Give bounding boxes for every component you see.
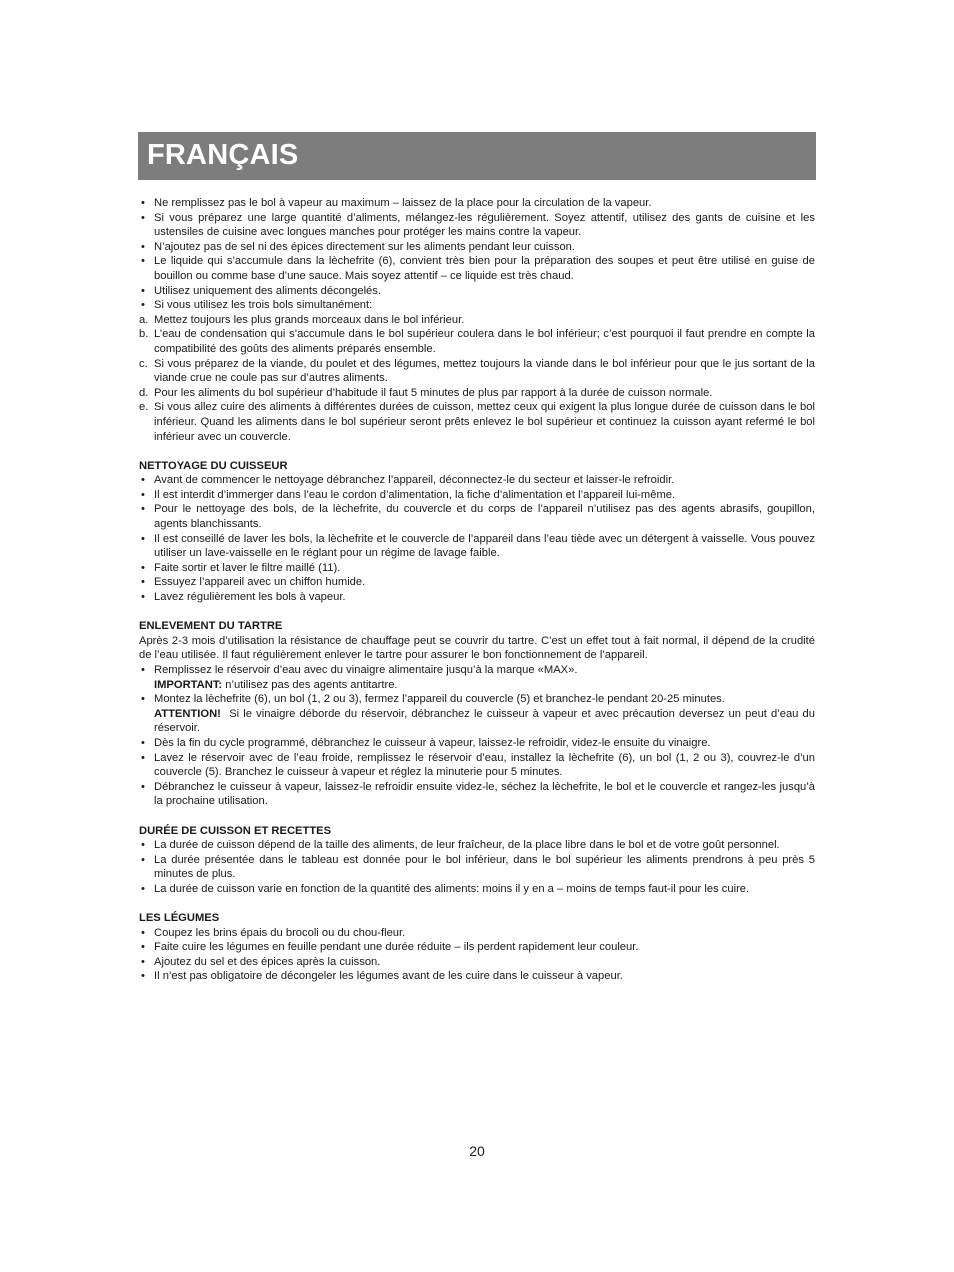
section-heading-descaling: ENLEVEMENT DU TARTRE bbox=[139, 620, 283, 633]
list-item: • La durée de cuisson dépend de la taille des aliments, de leur fraîcheur, de la place libre dans le bol et de votre goût personnel. bbox=[141, 839, 780, 852]
list-item: • Avant de commencer le nettoyage débranchez l’appareil, déconnectez-le du secteur et laisser-le refroidir. bbox=[141, 474, 675, 487]
language-title: FRANÇAIS bbox=[147, 139, 299, 171]
lettered-item: a. Mettez toujours les plus grands morceaux dans le bol inférieur. bbox=[139, 313, 465, 326]
manual-content bbox=[139, 196, 819, 984]
section-heading-cleaning: NETTOYAGE DU CUISSEUR bbox=[139, 459, 288, 472]
list-item: • Essuyez l’appareil avec un chiffon humide. bbox=[141, 576, 366, 589]
list-item: • Il est interdit d’immerger dans l’eau le cordon d’alimentation, la fiche d’alimentation et l’appareil lui-même. bbox=[141, 488, 676, 501]
list-item: • Faite sortir et laver le filtre maillé (11). bbox=[141, 561, 341, 574]
language-header-bar bbox=[138, 132, 816, 180]
list-item: • Lavez régulièrement les bols à vapeur. bbox=[141, 591, 346, 604]
list-item: • Ne remplissez pas le bol à vapeur au maximum – laissez de la place pour la circulation de la vapeur. bbox=[141, 197, 652, 209]
list-item: • Il n’est pas obligatoire de décongeler les légumes avant de les cuire dans le cuisseur à vapeur. bbox=[141, 970, 623, 983]
list-item: • La durée présentée dans le tableau est donnée pour le bol inférieur, dans le bol supérieur les aliments prendrons à peu près 5 minutes de plus. bbox=[141, 853, 815, 881]
list-item: • Utilisez uniquement des aliments décongelés. bbox=[141, 284, 381, 297]
list-item: • Débranchez le cuisseur à vapeur, laissez-le refroidir ensuite videz-le, séchez la lèchefrite, le bol et le couvercle et rangez-les jusqu’à la prochaine utilisation. bbox=[141, 780, 815, 808]
list-item: • Faite cuire les légumes en feuille pendant une durée réduite – ils perdent rapidement leur couleur. bbox=[141, 941, 639, 954]
attention-note: ATTENTION! Si le vinaigre déborde du réservoir, débranchez le cuisseur à vapeur et avec précaution deversez un peut d’eau du réservoir. bbox=[154, 707, 819, 735]
page-number: 20 bbox=[469, 1143, 485, 1159]
section-heading-vegetables: LES LÉGUMES bbox=[139, 912, 220, 925]
list-item: • Si vous préparez une large quantité d’aliments, mélangez-les régulièrement. Soyez attentif, utilisez des gants de cuisine et les ustensiles de cuisine avec longues manches pour protéger les mains contre la vapeur. bbox=[141, 211, 815, 239]
list-item: • Lavez le réservoir avec de l’eau froide, remplissez le réservoir d’eau, installez la lèchefrite (6), un bol (1, 2 ou 3), couvrez-le d’un couvercle (5). Branchez le cuisseur à vapeur et réglez la minuterie pour 5 minutes. bbox=[141, 751, 815, 779]
attention-label: ATTENTION! bbox=[154, 707, 221, 720]
list-item: • Remplissez le réservoir d’eau avec du vinaigre alimentaire jusqu’à la marque «MAX». bbox=[141, 664, 578, 676]
lettered-item: b. L’eau de condensation qui s’accumule dans le bol supérieur coulera dans le bol inférieur; c’est pourquoi il faut prendre en compte la compatibilité des goûts des aliments préparés ensemble. bbox=[139, 328, 815, 355]
list-item: • Dès la fin du cycle programmé, débranchez le cuisseur à vapeur, laissez-le refroidir, videz-le ensuite du vinaigre. bbox=[141, 736, 711, 749]
list-item: • N’ajoutez pas de sel ni des épices directement sur les aliments pendant leur cuisson. bbox=[141, 240, 576, 253]
list-item: • Il est conseillé de laver les bols, la lèchefrite et le couvercle de l’appareil dans l’eau tiède avec un détergent à vaisselle. Vous pouvez utiliser un lave-vaisselle en le réglant pour un régime de lavage faible. bbox=[141, 532, 815, 560]
list-item: • Si vous utilisez les trois bols simultanément: bbox=[141, 299, 373, 312]
important-label: IMPORTANT: bbox=[154, 678, 223, 691]
important-note: IMPORTANT: n’utilisez pas des agents antitartre. bbox=[154, 678, 398, 691]
descaling-intro: Après 2-3 mois d’utilisation la résistance de chauffage peut se couvrir du tartre. C’est un effet tout à fait normal, il dépend de la crudité de l’eau utilisée. Il faut régulièrement enlever le tartre pour assurer le bon fonctionnement de l’appareil. bbox=[139, 634, 815, 662]
list-item: • Le liquide qui s’accumule dans la lèchefrite (6), convient très bien pour la préparation des soupes et peut être utilisé en guise de bouillon ou comme base d’une sauce. Mais soyez attentif – ce liquide est très chaud. bbox=[141, 255, 815, 282]
list-item: • Coupez les brins épais du brocoli ou du chou-fleur. bbox=[141, 926, 406, 939]
list-item: • La durée de cuisson varie en fonction de la quantité des aliments: moins il y en a – moins de temps faut-il pour les cuire. bbox=[141, 882, 750, 895]
section-heading-cooking: DURÉE DE CUISSON ET RECETTES bbox=[139, 824, 332, 837]
lettered-item: d. Pour les aliments du bol supérieur d’habitude il faut 5 minutes de plus par rapport à la durée de cuisson normale. bbox=[139, 386, 713, 399]
list-item: • Pour le nettoyage des bols, de la lèchefrite, du couvercle et du corps de l’appareil n’utilisez pas des agents abrasifs, goupillon, agents blanchissants. bbox=[141, 503, 815, 531]
lettered-item: c. Si vous préparez de la viande, du poulet et des légumes, mettez toujours la viande dans le bol inférieur pour que le jus sortant de la viande crue ne coule pas sur d’autres aliments. bbox=[139, 357, 815, 385]
list-item: • Ajoutez du sel et des épices après la cuisson. bbox=[141, 955, 381, 968]
list-item: • Montez la lèchefrite (6), un bol (1, 2 ou 3), fermez l’appareil du couvercle (5) et branchez-le pendant 20-25 minutes. bbox=[141, 693, 725, 706]
lettered-item: e. Si vous allez cuire des aliments à différentes durées de cuisson, mettez ceux qui exigent la plus longue durée de cuisson dans le bol inférieur. Quand les aliments dans le bol supérieur seront prêts enlevez le bol supérieur et continuez la cuisson ayant refermé le bol inférieur avec un couvercle. bbox=[139, 401, 815, 443]
